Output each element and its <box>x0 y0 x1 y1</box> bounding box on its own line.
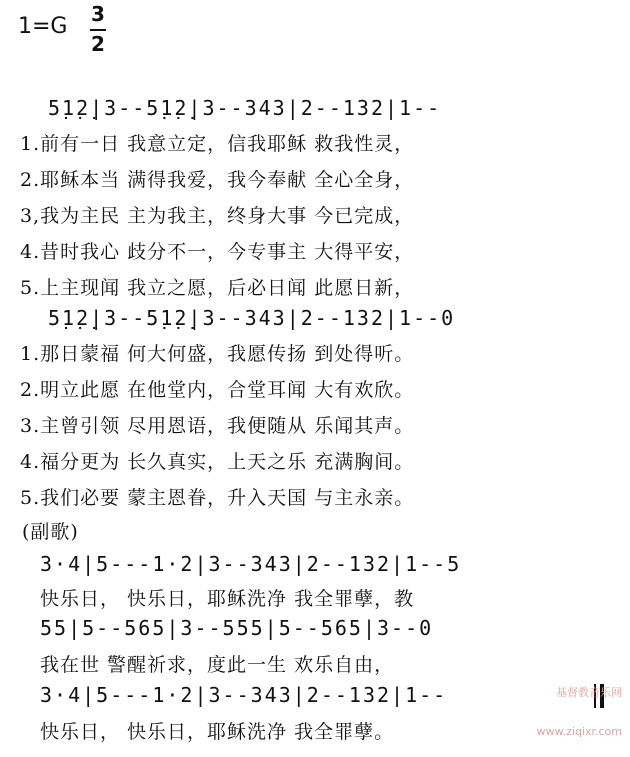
watermark <box>537 660 622 751</box>
refrain-notes-2: 55|5--565|3--555|5--565|3--0 <box>40 616 434 640</box>
stanza2-line-5: 5.我们必要 蒙主恩眷，升入天国 与主永亲。 <box>20 487 415 509</box>
stanza2-line-1: 1.那日蒙福 何大何盛，我愿传扬 到处得听。 <box>20 343 415 365</box>
key-signature: 1=G <box>18 14 68 39</box>
refrain-notes-1: 3·4|5---1·2|3--343|2--132|1--5 <box>40 552 462 576</box>
watermark-line-1: 基督教音乐网 <box>556 686 622 699</box>
refrain-label: (副歌) <box>22 521 79 543</box>
stanza1-line-4: 4.昔时我心 歧分不一，今专事主 大得平安， <box>20 241 415 263</box>
refrain-lyric-1: 快乐日， 快乐日，耶稣洗净 我全罪孽，教 <box>40 588 415 610</box>
stanza1-line-1: 1.前有一日 我意立定，信我耶稣 救我性灵， <box>20 133 415 155</box>
stanza1-notes: 5̣1̣2̣|3--5̣1̣2̣|3--343|2--132|1-- <box>48 96 442 120</box>
refrain-notes-3: 3·4|5---1·2|3--343|2--132|1-- <box>40 683 448 707</box>
time-signature-denominator: 2 <box>91 32 105 56</box>
stanza2-line-4: 4.福分更为 长久真实，上天之乐 充满胸间。 <box>20 451 415 473</box>
stanza1-line-5: 5.上主现闻 我立之愿，后必日闻 此愿日新， <box>20 277 415 299</box>
refrain-lyric-3: 快乐日， 快乐日，耶稣洗净 我全罪孽。 <box>40 721 395 743</box>
refrain-lyric-2: 我在世 警醒祈求，度此一生 欢乐自由， <box>40 654 395 676</box>
stanza2-line-2: 2.明立此愿 在他堂内，合堂耳闻 大有欢欣。 <box>20 379 415 401</box>
stanza2-line-3: 3.主曾引领 尽用恩语，我便随从 乐闻其声。 <box>20 415 415 437</box>
stanza1-line-3: 3,我为主民 主为我主，终身大事 今已完成， <box>20 205 415 227</box>
stanza1-line-2: 2.耶稣本当 满得我爱，我今奉献 全心全身， <box>20 169 415 191</box>
watermark-line-2: www.ziqixr.com <box>536 725 622 738</box>
stanza2-notes: 5̣1̣2̣|3--5̣1̣2̣|3--343|2--132|1--0 <box>48 306 456 330</box>
time-signature-numerator: 3 <box>91 2 105 26</box>
fraction-bar <box>90 29 106 31</box>
